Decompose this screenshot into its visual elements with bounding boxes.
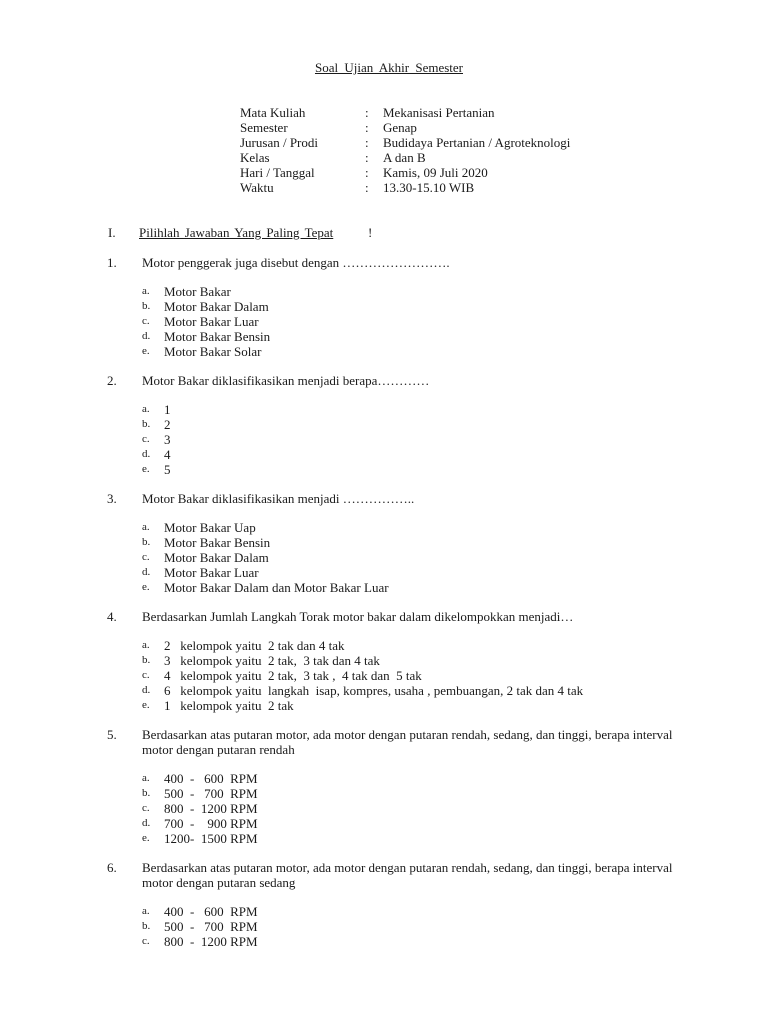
option-text: Motor Bakar Bensin (164, 329, 271, 344)
info-separator: : (365, 120, 369, 135)
info-value: Kamis, 09 Juli 2020 (383, 165, 488, 180)
option-letter: e. (142, 345, 150, 357)
option-c (142, 668, 768, 683)
option-a (142, 771, 768, 786)
question-number: 5. (107, 727, 117, 742)
section-mark: ! (368, 225, 373, 240)
option-text: Motor Bakar Solar (164, 344, 262, 359)
info-separator: : (365, 150, 369, 165)
question-text: Motor penggerak juga disebut dengan ……………………. (142, 255, 450, 270)
question-text: Motor Bakar diklasifikasikan menjadi berapa………… (142, 373, 430, 388)
option-letter: d. (142, 684, 151, 696)
info-separator: : (365, 180, 369, 195)
option-text: Motor Bakar (164, 284, 231, 299)
option-letter: a. (142, 772, 150, 784)
option-text: 2 (164, 417, 171, 432)
info-value: Mekanisasi Pertanian (383, 105, 495, 120)
option-list (142, 904, 768, 949)
info-separator: : (365, 165, 369, 180)
question-3 (0, 491, 768, 595)
option-letter: c. (142, 315, 150, 327)
option-letter: b. (142, 418, 151, 430)
question-number: 3. (107, 491, 117, 506)
option-text: Motor Bakar Uap (164, 520, 256, 535)
option-text: 1200- 1500 RPM (164, 831, 258, 846)
option-text: 800 - 1200 RPM (164, 934, 258, 949)
option-text: 500 - 700 RPM (164, 919, 258, 934)
option-list (142, 771, 768, 846)
document-title: Soal Ujian Akhir Semester (314, 60, 463, 75)
option-d (142, 565, 768, 580)
option-letter: d. (142, 566, 151, 578)
option-letter: b. (142, 920, 151, 932)
option-letter: d. (142, 448, 151, 460)
question-number: 6. (107, 860, 117, 875)
option-b (142, 786, 768, 801)
option-text: 400 - 600 RPM (164, 771, 258, 786)
option-letter: e. (142, 699, 150, 711)
info-label: Mata Kuliah (240, 105, 306, 120)
option-letter: b. (142, 536, 151, 548)
question-6 (0, 860, 768, 949)
option-text: Motor Bakar Luar (164, 565, 259, 580)
option-b (142, 535, 768, 550)
info-label: Semester (240, 120, 288, 135)
info-separator: : (365, 135, 369, 150)
option-letter: a. (142, 905, 150, 917)
option-e (142, 580, 768, 595)
section-instruction: Pilihlah Jawaban Yang Paling Tepat (139, 225, 334, 240)
option-letter: a. (142, 403, 150, 415)
option-list (142, 284, 768, 359)
option-letter: b. (142, 654, 151, 666)
option-c (142, 432, 768, 447)
option-a (142, 520, 768, 535)
info-value: A dan B (383, 150, 426, 165)
option-text: 5 (164, 462, 171, 477)
option-c (142, 550, 768, 565)
option-letter: b. (142, 300, 151, 312)
option-text: 4 (164, 447, 171, 462)
option-letter: c. (142, 433, 150, 445)
option-text: Motor Bakar Dalam (164, 299, 269, 314)
option-letter: a. (142, 521, 150, 533)
option-list (142, 520, 768, 595)
option-text: Motor Bakar Luar (164, 314, 259, 329)
option-b (142, 653, 768, 668)
option-c (142, 934, 768, 949)
question-number: 4. (107, 609, 117, 624)
question-text: Berdasarkan atas putaran motor, ada motor dengan putaran rendah, sedang, dan tinggi, berapa interval motor dengan putaran sedang (142, 860, 673, 890)
info-label: Waktu (240, 180, 274, 195)
question-5 (0, 727, 768, 846)
option-list (142, 638, 768, 713)
option-text: 400 - 600 RPM (164, 904, 258, 919)
option-e (142, 698, 768, 713)
question-number: 2. (107, 373, 117, 388)
option-text: 6 kelompok yaitu langkah isap, kompres, usaha , pembuangan, 2 tak dan 4 tak (164, 683, 584, 698)
option-letter: a. (142, 285, 150, 297)
option-letter: d. (142, 330, 151, 342)
option-text: 4 kelompok yaitu 2 tak, 3 tak , 4 tak dan 5 tak (164, 668, 422, 683)
option-d (142, 329, 768, 344)
option-letter: b. (142, 787, 151, 799)
option-b (142, 417, 768, 432)
option-text: Motor Bakar Dalam dan Motor Bakar Luar (164, 580, 389, 595)
section-number: I. (108, 225, 116, 240)
option-e (142, 831, 768, 846)
info-value: Genap (383, 120, 417, 135)
option-text: 700 - 900 RPM (164, 816, 258, 831)
option-a (142, 284, 768, 299)
option-text: 1 kelompok yaitu 2 tak (164, 698, 294, 713)
option-d (142, 447, 768, 462)
option-text: 800 - 1200 RPM (164, 801, 258, 816)
question-text: Motor Bakar diklasifikasikan menjadi …………….. (142, 491, 415, 506)
option-text: 2 kelompok yaitu 2 tak dan 4 tak (164, 638, 345, 653)
option-text: Motor Bakar Dalam (164, 550, 269, 565)
option-text: 3 kelompok yaitu 2 tak, 3 tak dan 4 tak (164, 653, 380, 668)
question-4 (0, 609, 768, 713)
option-letter: e. (142, 832, 150, 844)
question-1 (0, 255, 768, 359)
info-label: Hari / Tanggal (240, 165, 315, 180)
option-letter: e. (142, 581, 150, 593)
option-text: 3 (164, 432, 171, 447)
info-label: Jurusan / Prodi (240, 135, 318, 150)
section-heading (0, 225, 768, 241)
option-letter: d. (142, 817, 151, 829)
option-a (142, 904, 768, 919)
option-text: 500 - 700 RPM (164, 786, 258, 801)
option-a (142, 402, 768, 417)
exam-content (0, 225, 768, 963)
info-label: Kelas (240, 150, 270, 165)
option-letter: c. (142, 551, 150, 563)
option-letter: c. (142, 669, 150, 681)
question-text: Berdasarkan Jumlah Langkah Torak motor bakar dalam dikelompokkan menjadi… (142, 609, 574, 624)
option-a (142, 638, 768, 653)
info-value: 13.30-15.10 WIB (383, 180, 475, 195)
option-d (142, 816, 768, 831)
question-text: Berdasarkan atas putaran motor, ada motor dengan putaran rendah, sedang, dan tinggi, berapa interval motor dengan putaran rendah (142, 727, 673, 757)
option-c (142, 314, 768, 329)
question-number: 1. (107, 255, 117, 270)
option-e (142, 344, 768, 359)
option-letter: c. (142, 935, 150, 947)
option-letter: a. (142, 639, 150, 651)
option-text: Motor Bakar Bensin (164, 535, 271, 550)
option-b (142, 299, 768, 314)
option-letter: c. (142, 802, 150, 814)
option-list (142, 402, 768, 477)
info-value: Budidaya Pertanian / Agroteknologi (383, 135, 571, 150)
option-letter: e. (142, 463, 150, 475)
option-d (142, 683, 768, 698)
question-2 (0, 373, 768, 477)
info-separator: : (365, 105, 369, 120)
option-c (142, 801, 768, 816)
option-text: 1 (164, 402, 171, 417)
option-e (142, 462, 768, 477)
option-b (142, 919, 768, 934)
